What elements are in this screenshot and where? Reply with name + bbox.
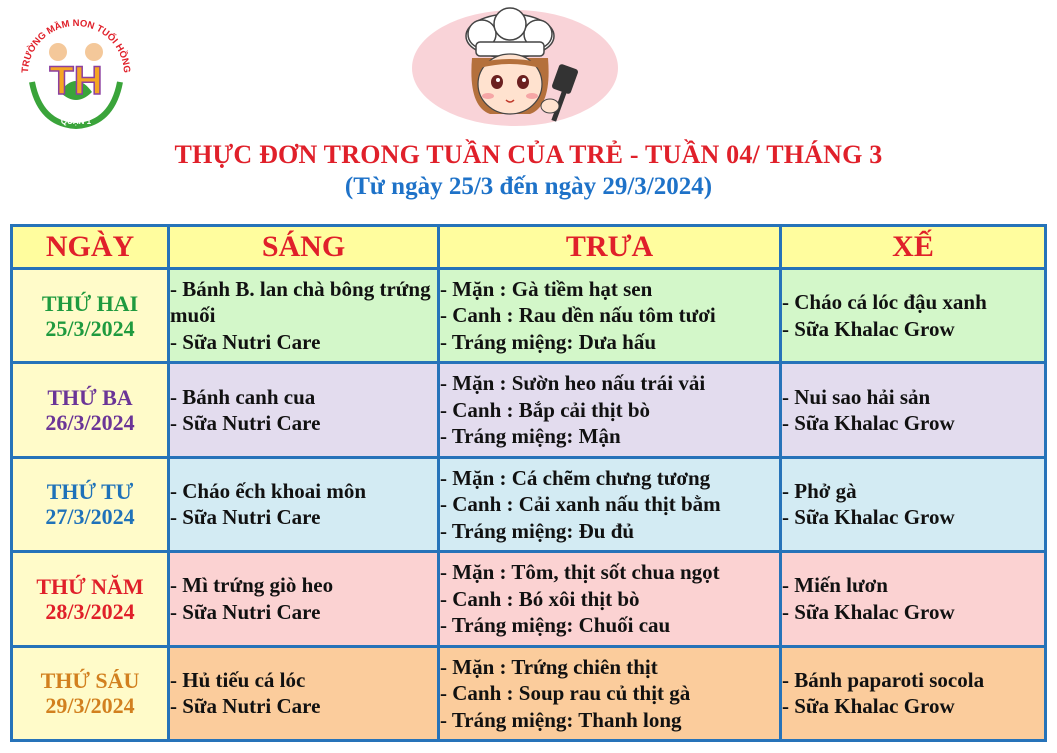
lunch-cell	[439, 269, 781, 363]
table-row	[12, 363, 1046, 457]
menu-item: - Mì trứng giò heo	[170, 573, 334, 598]
menu-item: - Sữa Nutri Care	[170, 411, 321, 436]
header-afternoon: XẾ	[781, 226, 1046, 269]
afternoon-cell	[781, 363, 1046, 457]
table-row	[12, 646, 1046, 740]
menu-item: - Tráng miệng: Dưa hấu	[440, 329, 657, 354]
header-lunch: TRƯA	[439, 226, 781, 269]
afternoon-cell	[781, 457, 1046, 551]
day-cell	[12, 269, 169, 363]
menu-item: - Sữa Nutri Care	[170, 329, 321, 354]
menu-item: - Mặn : Cá chẽm chưng tương	[440, 465, 711, 490]
menu-item: - Hủ tiếu cá lóc	[170, 667, 306, 692]
header-day: NGÀY	[12, 226, 169, 269]
menu-item: - Phở gà	[782, 478, 857, 503]
menu-date-range: (Từ ngày 25/3 đến ngày 29/3/2024)	[344, 173, 713, 200]
menu-item: - Cháo ếch khoai môn	[170, 478, 367, 503]
morning-cell	[169, 269, 439, 363]
menu-item: - Tráng miệng: Chuối cau	[440, 613, 671, 638]
menu-item: - Mặn : Trứng chiên thịt	[440, 654, 658, 679]
morning-cell	[169, 646, 439, 740]
menu-item: - Mặn : Gà tiềm hạt sen	[440, 276, 653, 301]
day-name: THỨ HAI	[41, 290, 139, 316]
menu-item: - Cháo cá lóc đậu xanh	[782, 290, 987, 315]
school-logo	[14, 12, 138, 132]
menu-item: - Sữa Khalac Grow	[782, 694, 955, 719]
day-date: 27/3/2024	[45, 504, 135, 530]
menu-item: - Canh : Cải xanh nấu thịt bằm	[440, 492, 721, 517]
menu-item: - Mặn : Tôm, thịt sốt chua ngọt	[440, 560, 720, 585]
day-cell	[12, 646, 169, 740]
menu-item: - Canh : Bắp cải thịt bò	[440, 397, 651, 422]
lunch-cell	[439, 363, 781, 457]
header-morning: SÁNG	[169, 226, 439, 269]
day-name: THỨ NĂM	[36, 573, 144, 599]
lunch-cell	[439, 646, 781, 740]
lunch-cell	[439, 457, 781, 551]
afternoon-cell	[781, 552, 1046, 646]
menu-item: - Tráng miệng: Thanh long	[440, 707, 682, 732]
weekly-menu-table	[10, 224, 1047, 742]
menu-item: - Canh : Rau dền nấu tôm tươi	[440, 303, 716, 328]
logo-top-text: TRƯỜNG MẦM NON TUỔI HỒNG	[19, 17, 133, 74]
day-date: 28/3/2024	[45, 598, 135, 624]
menu-item: - Miến lươn	[782, 573, 888, 598]
menu-item: - Sữa Nutri Care	[170, 599, 321, 624]
menu-item: - Bánh B. lan chà bông trứng muối	[170, 276, 431, 328]
menu-item: - Nui sao hải sản	[782, 384, 931, 409]
day-date: 25/3/2024	[45, 315, 135, 341]
lunch-cell	[439, 552, 781, 646]
day-cell	[12, 552, 169, 646]
table-row	[12, 269, 1046, 363]
logo-letters: TH	[49, 59, 103, 103]
table-row	[12, 552, 1046, 646]
menu-item: - Sữa Khalac Grow	[782, 505, 955, 530]
menu-item: - Mặn : Sườn heo nấu trái vải	[440, 371, 706, 396]
day-cell	[12, 457, 169, 551]
menu-item: - Tráng miệng: Đu đủ	[440, 518, 635, 543]
day-cell	[12, 363, 169, 457]
day-name: THỨ TƯ	[46, 479, 134, 505]
day-name: THỨ SÁU	[40, 668, 140, 694]
morning-cell	[169, 457, 439, 551]
logo-bottom-text: QUẬN 1	[60, 117, 92, 126]
menu-item: - Sữa Khalac Grow	[782, 316, 955, 341]
menu-item: - Sữa Nutri Care	[170, 694, 321, 719]
menu-item: - Tráng miệng: Mận	[440, 424, 621, 449]
chef-girl-illustration	[410, 6, 620, 128]
menu-item: - Sữa Khalac Grow	[782, 411, 955, 436]
morning-cell	[169, 552, 439, 646]
header-row	[12, 226, 1046, 269]
menu-item: - Sữa Nutri Care	[170, 505, 321, 530]
day-date: 26/3/2024	[45, 410, 135, 436]
menu-item: - Bánh canh cua	[170, 384, 316, 409]
menu-item: - Canh : Soup rau củ thịt gà	[440, 681, 691, 706]
morning-cell	[169, 363, 439, 457]
menu-item: - Canh : Bó xôi thịt bò	[440, 586, 640, 611]
table-row	[12, 457, 1046, 551]
menu-title: THỰC ĐƠN TRONG TUẦN CỦA TRẺ - TUẦN 04/ THÁNG 3	[174, 140, 883, 169]
menu-item: - Sữa Khalac Grow	[782, 599, 955, 624]
day-name: THỨ BA	[47, 385, 133, 411]
afternoon-cell	[781, 646, 1046, 740]
menu-item: - Bánh paparoti socola	[782, 667, 985, 692]
day-date: 29/3/2024	[45, 693, 135, 719]
afternoon-cell	[781, 269, 1046, 363]
